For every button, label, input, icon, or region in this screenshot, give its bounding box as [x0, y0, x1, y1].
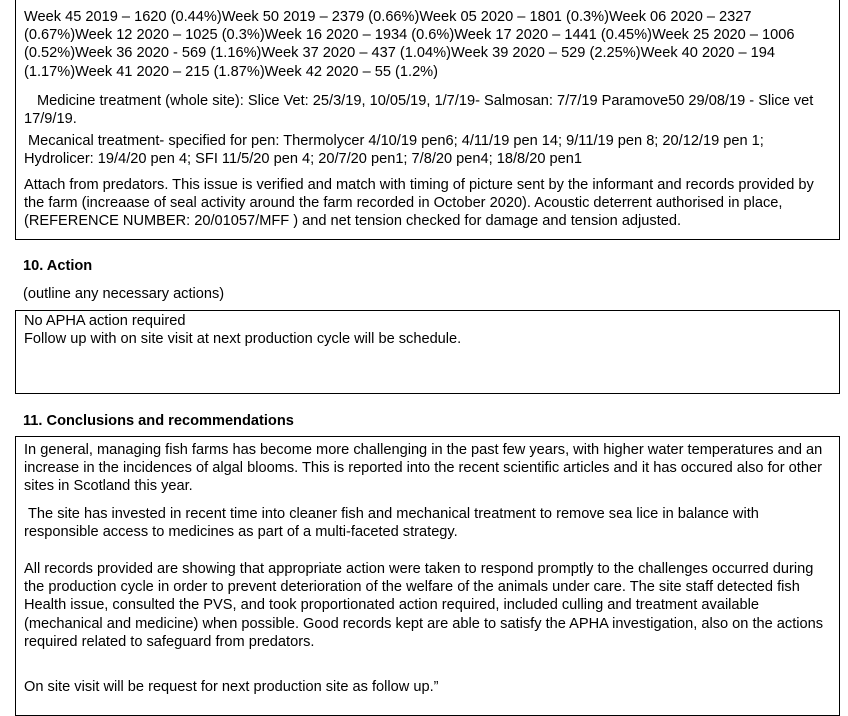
conclusions-paragraph-3: All records provided are showing that appropriate action were taken to respond promptly to the challenges occurred during the production cycle in order to prevent deterioration of the welfare of the animals under care. The site staff detected fish Health issue, consulted the PVS, and took proportionated action required, included culling and treatment available (mechanical and medicine) when possible. Good records kept are able to satisfy the APHA investigation, also on the actions required related to safeguard from predators. [24, 561, 824, 650]
conclusions-paragraph-2: The site has invested in recent time into cleaner fish and mechanical treatment to remove sea lice in balance with responsible access to medicines as part of a multi-faceted strategy. [24, 505, 759, 540]
action-line-2: Follow up with on site visit at next production cycle will be schedule. [24, 331, 462, 348]
mechanical-treatment-text: Mecanical treatment- specified for pen: Thermolycer 4/10/19 pen6; 4/11/19 pen 14; 9/11/19 pen 8; 20/12/19 pen 1; Hydrolicer: 19/4/20 pen 4; SFI 11/5/20 pen 4; 20/7/20 pen1; 7/8/20 pen4; 18/8/20 pen1 [24, 133, 764, 168]
medicine-treatment-text: Medicine treatment (whole site): Slice Vet: 25/3/19, 10/05/19, 1/7/19- Salmosan: 7/7/19 Paramove50 29/08/19 - Slice vet 17/9/19. [24, 92, 814, 128]
conclusions-paragraph-4: On site visit will be request for next production site as follow up.” [24, 679, 439, 696]
findings-box [15, 0, 840, 240]
conclusions-paragraph-1: In general, managing fish farms has become more challenging in the past few years, with higher water temperatures and an increase in the incidences of algal blooms. This is reported into the recent scientific articles and it has occured also for other sites in Scotland this year. [24, 442, 823, 495]
weekly-mortality-text: Week 45 2019 – 1620 (0.44%)Week 50 2019 – 2379 (0.66%)Week 05 2020 – 1801 (0.3%)Week 06 2020 – 2327 (0.67%)Week 12 2020 – 1025 (0.3%)Week 16 2020 – 1934 (0.6%)Week 17 2020 – 1441 (0.45%)Week 25 2020 – 1006 (0.52%)Week 36 2020 - 569 (1.16%)Week 37 2020 – 437 (1.04%)Week 39 2020 – 529 (2.25%)Week 40 2020 – 194 (1.17%)Week 41 2020 – 215 (1.87%)Week 42 2020 – 55 (1.2%) [24, 9, 795, 80]
predators-text: Attach from predators. This issue is verified and match with timing of picture sent by the informant and records provided by the farm (increaase of seal activity around the farm recorded in October 2020). Acoustic deterrent authorised in place, (REFERENCE NUMBER: 20/01057/MFF ) and net tension checked for damage and tension adjusted. [24, 176, 814, 230]
action-heading: 10. Action [23, 258, 93, 274]
action-note: (outline any necessary actions) [23, 286, 225, 302]
action-line-1: No APHA action required [24, 313, 186, 329]
action-box [15, 310, 840, 394]
conclusions-box [15, 436, 840, 716]
conclusions-heading: 11. Conclusions and recommendations [23, 413, 294, 429]
